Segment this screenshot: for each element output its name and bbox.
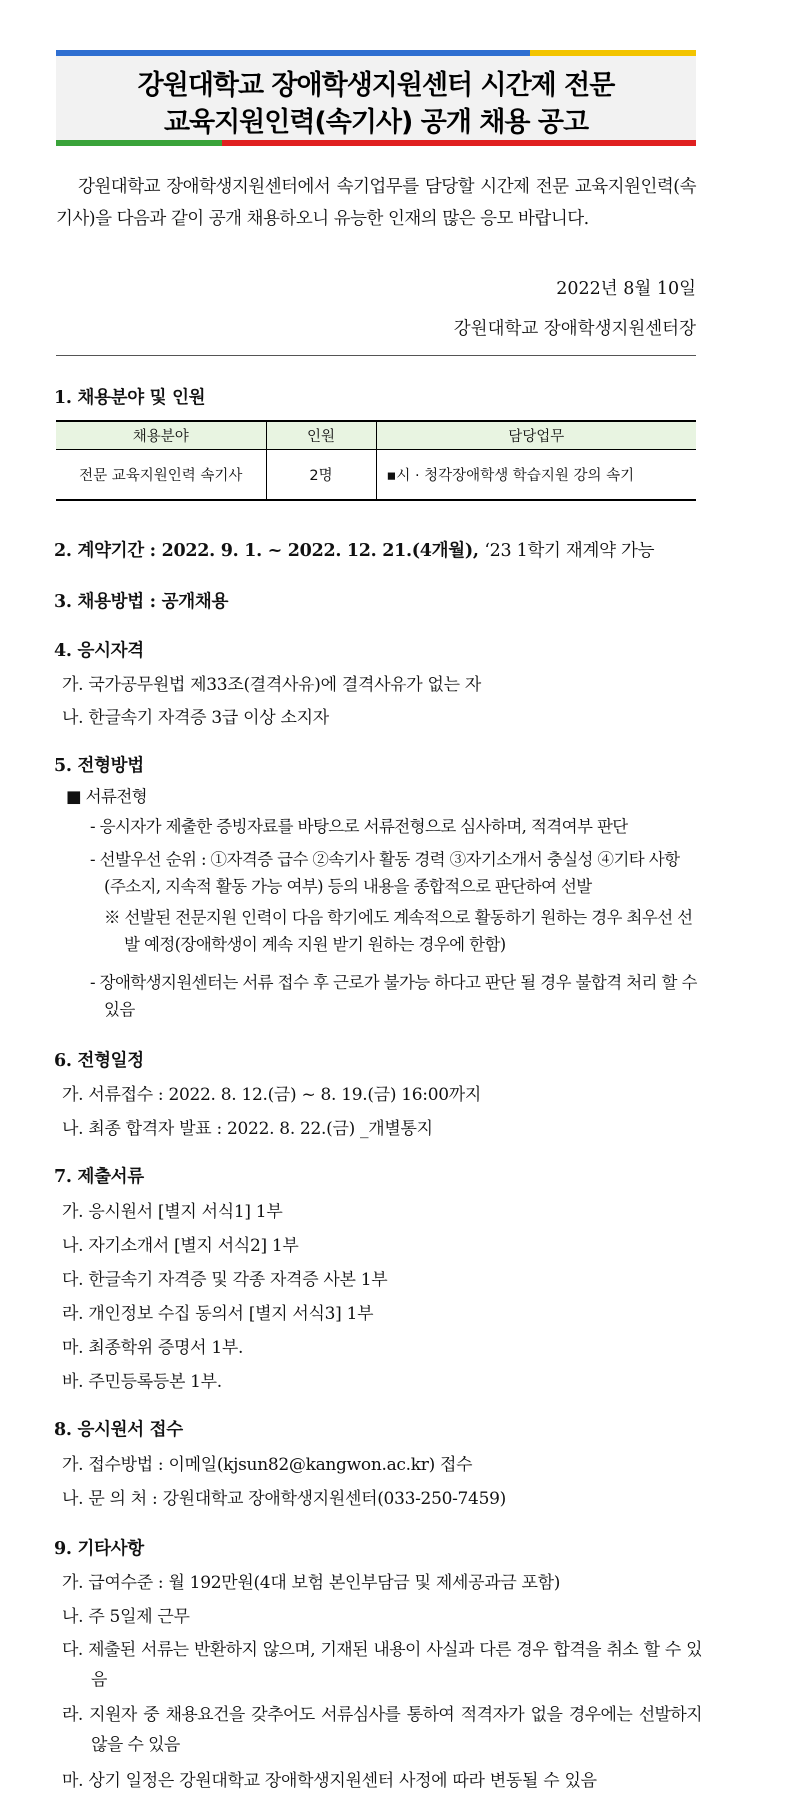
issuer: 강원대학교 장애학생지원센터장 <box>453 319 696 339</box>
section6-heading: 6. 전형일정 <box>54 1051 144 1071</box>
contract-note: ‘23 1학기 재계약 가능 <box>484 541 655 561</box>
table-header: 인원 <box>266 421 376 449</box>
section1-heading: 1. 채용분야 및 인원 <box>54 388 206 408</box>
table-cell: 전문 교육지원인력 속기사 <box>56 449 266 500</box>
list-item: 가. 서류접수 : 2022. 8. 12.(금) ~ 8. 19.(금) 16:00까지 <box>62 1085 482 1105</box>
list-item: - 선발우선 순위 : ①자격증 급수 ②속기사 활동 경력 ③자기소개서 충실성 ④기타 사항(주소지, 지속적 활동 가능 여부) 등의 내용을 종합적으로 판단하여 선발 <box>90 850 680 896</box>
table-header: 채용분야 <box>56 421 266 449</box>
intro-paragraph: 강원대학교 장애학생지원센터에서 속기업무를 담당할 시간제 전문 교육지원인력(속기사)을 다음과 같이 공개 채용하오니 유능한 인재의 많은 응모 바랍니다. <box>56 177 696 229</box>
section3-line <box>54 588 228 613</box>
list-item: 나. 한글속기 자격증 3급 이상 소지자 <box>62 708 329 728</box>
contract-period: 2022. 9. 1. ~ 2022. 12. 21.(4개월), <box>161 541 479 561</box>
notice-date: 2022년 8월 10일 <box>556 279 696 299</box>
title-banner <box>56 50 696 146</box>
banner-top-bar <box>56 50 696 56</box>
table-header-row <box>56 421 696 449</box>
table-header: 담당업무 <box>376 421 696 449</box>
list-item: 나. 주 5일제 근무 <box>62 1607 190 1627</box>
list-item: 마. 상기 일정은 강원대학교 장애학생지원센터 사정에 따라 변동될 수 있음 <box>62 1771 597 1791</box>
section5-heading: 5. 전형방법 <box>54 756 144 776</box>
page-title-line1: 강원대학교 장애학생지원센터 시간제 전문 <box>137 70 615 101</box>
list-item: 가. 국가공무원법 제33조(결격사유)에 결격사유가 없는 자 <box>62 675 482 695</box>
section4-heading: 4. 응시자격 <box>54 641 144 661</box>
section2-line <box>54 537 654 562</box>
list-item: 다. 한글속기 자격증 및 각종 자격증 사본 1부 <box>62 1270 388 1290</box>
banner-bottom-bar <box>56 140 696 146</box>
list-item: 가. 접수방법 : 이메일(kjsun82@kangwon.ac.kr) 접수 <box>62 1455 473 1475</box>
list-item: 바. 주민등록등본 1부. <box>62 1372 222 1392</box>
table-cell: 2명 <box>266 449 376 500</box>
list-item: 라. 지원자 중 채용요건을 갖추어도 서류심사를 통하여 적격자가 없을 경우에는 선발하지 않을 수 있음 <box>62 1705 702 1755</box>
recruit-method: 공개채용 <box>161 592 229 612</box>
list-item: 라. 개인정보 수집 동의서 [별지 서식3] 1부 <box>62 1304 374 1324</box>
screening-bullet: ■ 서류전형 <box>66 787 147 806</box>
list-item: 마. 최종학위 증명서 1부. <box>62 1338 244 1358</box>
list-item: 나. 자기소개서 [별지 서식2] 1부 <box>62 1236 299 1256</box>
list-item: 가. 급여수준 : 월 192만원(4대 보험 본인부담금 및 제세공과금 포함) <box>62 1573 561 1593</box>
list-item: 다. 제출된 서류는 반환하지 않으며, 기재된 내용이 사실과 다른 경우 합격을 취소 할 수 있음 <box>62 1640 702 1690</box>
section7-heading: 7. 제출서류 <box>54 1167 144 1187</box>
list-item: ※ 선발된 전문지원 인력이 다음 학기에도 계속적으로 활동하기 원하는 경우 최우선 선발 예정(장애학생이 계속 지원 받기 원하는 경우에 한함) <box>104 908 693 954</box>
table-cell: ▪시 · 청각장애학생 학습지원 강의 속기 <box>376 449 696 500</box>
list-item: 가. 응시원서 [별지 서식1] 1부 <box>62 1202 283 1222</box>
page-title-line2: 교육지원인력(속기사) 공개 채용 공고 <box>163 107 589 138</box>
recruitment-table <box>56 420 696 501</box>
table-row <box>56 449 696 500</box>
divider <box>56 355 696 356</box>
list-item: - 장애학생지원센터는 서류 접수 후 근로가 불가능 하다고 판단 될 경우 불합격 처리 할 수 있음 <box>90 973 697 1019</box>
section2-heading: 2. 계약기간 : <box>54 541 156 561</box>
section8-heading: 8. 응시원서 접수 <box>54 1420 183 1440</box>
section3-heading: 3. 채용방법 : <box>54 592 156 612</box>
list-item: 나. 문 의 처 : 강원대학교 장애학생지원센터(033-250-7459) <box>62 1489 506 1509</box>
list-item: - 응시자가 제출한 증빙자료를 바탕으로 서류전형으로 심사하며, 적격여부 판단 <box>90 817 628 836</box>
list-item: 나. 최종 합격자 발표 : 2022. 8. 22.(금) _개별통지 <box>62 1119 433 1139</box>
section9-heading: 9. 기타사항 <box>54 1539 144 1559</box>
